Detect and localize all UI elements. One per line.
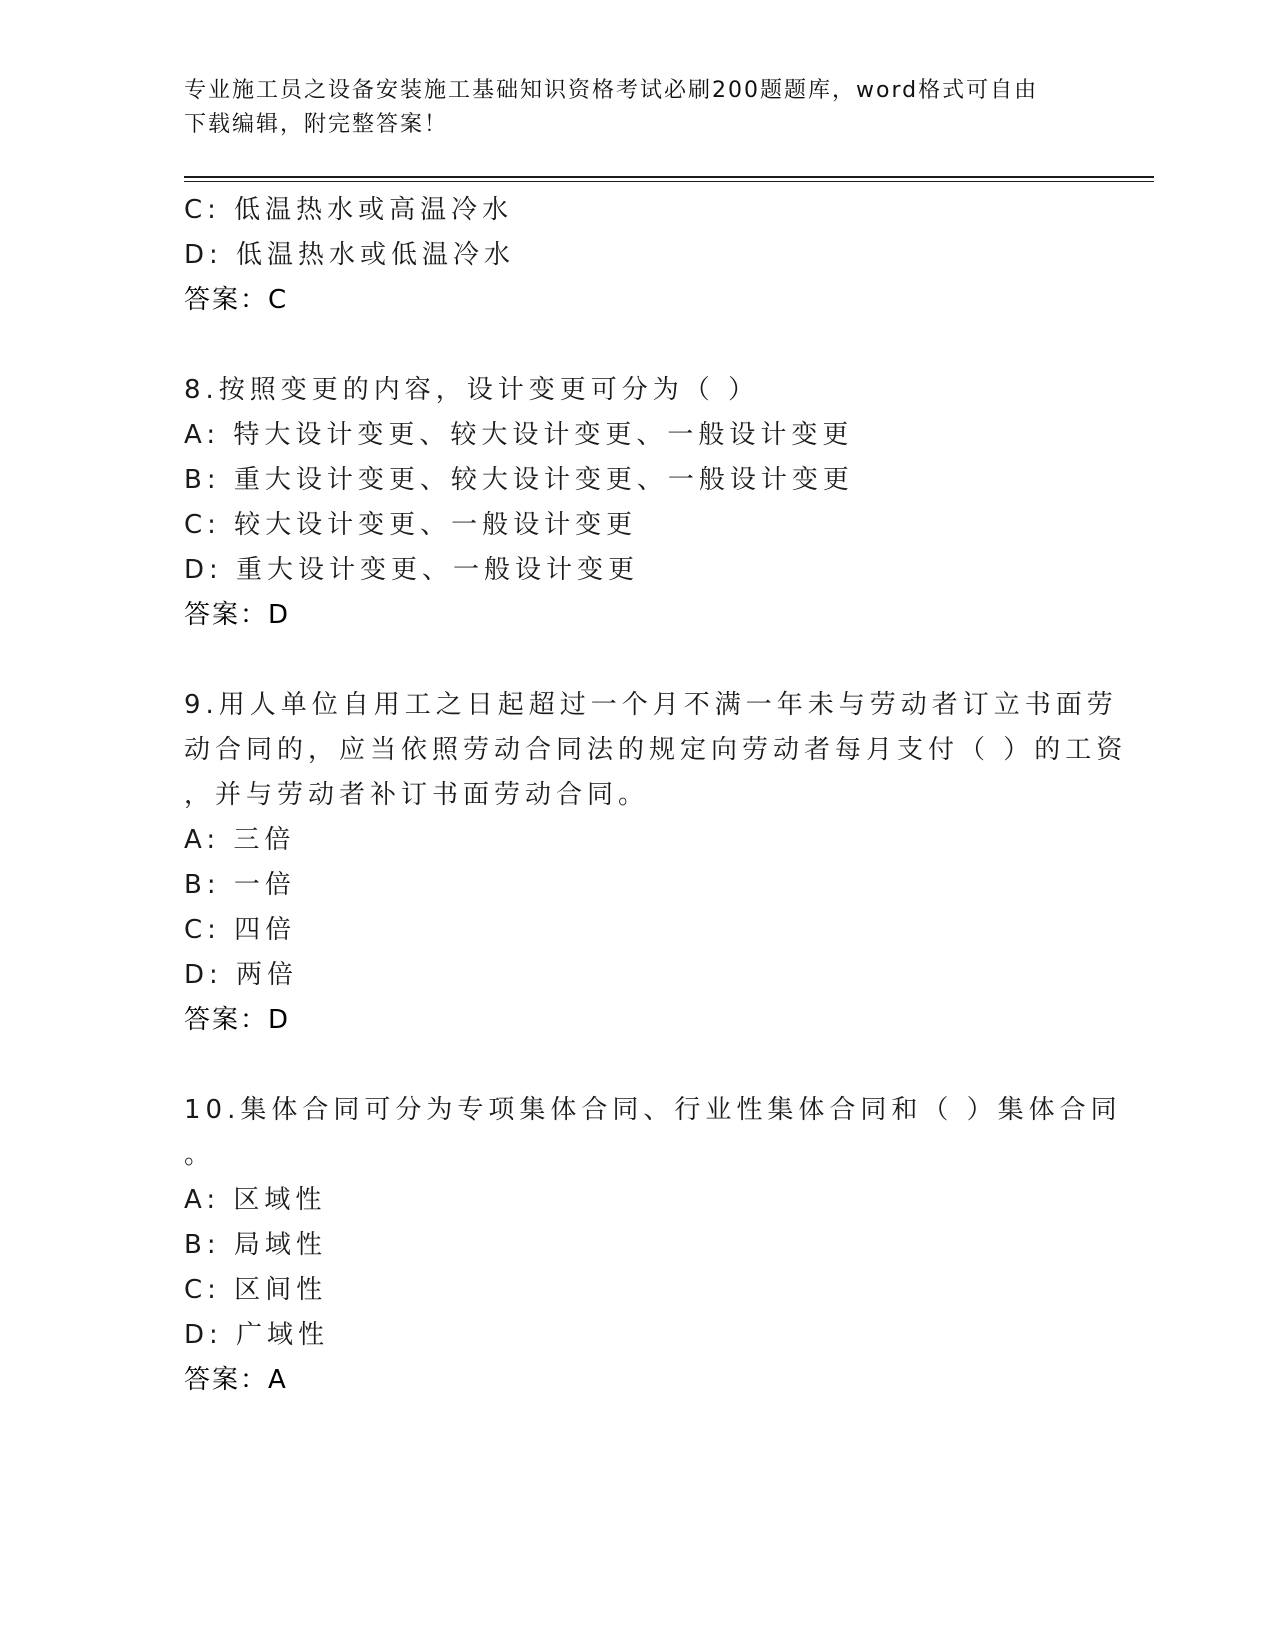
question-10 <box>184 1088 1122 1403</box>
question-stem-line-1: 9.用人单位自用工之日起超过一个月不满一年未与劳动者订立书面劳 <box>184 690 1118 720</box>
header-title-line-2: 下载编辑，附完整答案！ <box>184 112 449 137</box>
option-b: B: 重大设计变更、较大设计变更、一般设计变更 <box>184 465 854 495</box>
header-rule-thick <box>184 176 1154 178</box>
option-d: D: 重大设计变更、一般设计变更 <box>184 555 640 585</box>
option-c: C: 区间性 <box>184 1275 328 1305</box>
option-a: A: 特大设计变更、较大设计变更、一般设计变更 <box>184 420 854 450</box>
question-7 <box>184 188 1064 323</box>
answer-line: 答案：A <box>184 1365 288 1395</box>
option-c: C: 较大设计变更、一般设计变更 <box>184 510 638 540</box>
question-stem-line-3: ，并与劳动者补订书面劳动合同。 <box>184 780 650 810</box>
option-d: D: 广域性 <box>184 1320 330 1350</box>
option-a: A: 三倍 <box>184 825 296 855</box>
option-d: D: 低温热水或低温冷水 <box>184 240 516 270</box>
option-b: B: 一倍 <box>184 870 296 900</box>
question-stem: 8.按照变更的内容，设计变更可分为（ ） <box>184 375 760 405</box>
answer-line: 答案：D <box>184 600 291 630</box>
header-title-line-1: 专业施工员之设备安装施工基础知识资格考试必刷200题题库，word格式可自由 <box>184 78 1039 103</box>
option-c: C: 低温热水或高温冷水 <box>184 195 514 225</box>
answer-line: 答案：D <box>184 1005 291 1035</box>
question-stem-line-1: 10.集体合同可分为专项集体合同、行业性集体合同和（ ）集体合同 <box>184 1095 1122 1125</box>
question-8 <box>184 368 1064 638</box>
option-d: D: 两倍 <box>184 960 299 990</box>
option-a: A: 区域性 <box>184 1185 327 1215</box>
question-9 <box>184 683 1128 1043</box>
question-stem-line-2: 。 <box>184 1140 216 1170</box>
question-list <box>184 188 1128 1448</box>
document-header <box>184 74 1084 142</box>
option-c: C: 四倍 <box>184 915 297 945</box>
question-stem-line-2: 动合同的，应当依照劳动合同法的规定向劳动者每月支付（ ）的工资 <box>184 735 1128 765</box>
option-b: B: 局域性 <box>184 1230 327 1260</box>
header-rule-thin <box>184 181 1154 182</box>
answer-line: 答案：C <box>184 285 289 315</box>
